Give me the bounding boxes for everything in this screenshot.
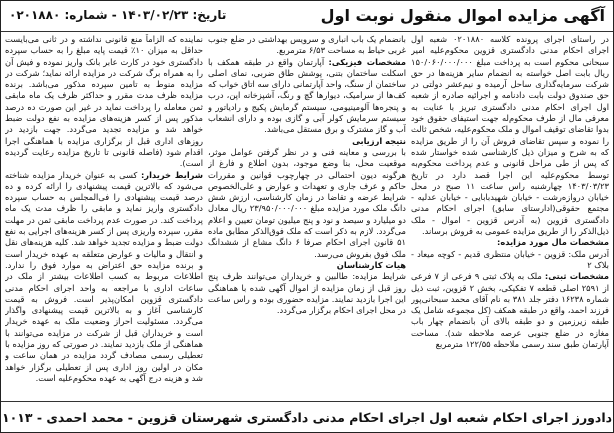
column-left (5, 34, 203, 398)
notice-title: آگهی مزایده اموال منقول نوبت اول (320, 6, 605, 25)
address-text: آدرس ملک: قزوین - خیابان منتظری قدیم - کوچه میعاد - بلاک ۲ (411, 248, 609, 270)
physical-heading: مشخصات فیزیکی: (328, 56, 406, 67)
registration-text: ملک به پلاک ثبتی ۹ فرعی از ۷ فرعی از ۲۵۹۱ اصلی قطعه ۷ تفکیکی، بخش ۲ قزوین، ثبت ذیل شماره ۱۶۲۳۸ دفتر جلد ۳۸۱ به نام آقای محمد سبحانی‌پور فرزند احمد، واقع در طبقه همکف (کل مجموعه شامل یک طبقه زیرزمین و دو طبقه بالای آن بانضمام چهار باب مغازه در ضلع جنوبی عرصه ملاحظه شد). مساحت آپارتمان طبق سند رسمی ملاحظه ۱۲۲/۵۵ مترمربع (411, 271, 609, 350)
property-heading: مشخصات مال مورد مزایده: (497, 237, 609, 248)
experts-heading: هیات کارشناسان (336, 259, 406, 270)
valuation-text: با بررسی و معاینه فنی و در نظر گرفتن عوامل موثر، موقعیت محل، بنا وضع موجود، بدون اطلاع و فارغ از هرگونه دیون احتمالی در چهارچوب قوانین و مقررات حاکم و عرف جاری و تعهدات و عوارض و علی‌الخصوص شرایط عرضه و تقاضا در زمان کارشناسی، ارزش شش دانگ ملک مورد مزایده مبلغ ۲۳/۹۵۰/۰۰۰/۰۰۰ ریال معادل دو میلیارد و سیصد و نود و پنج میلیون تومان تعیین و اعلام می‌گردد. لازم به ذکر است که ملک فوق‌الذکر مطابق ماده ۵۱ قانون اجرای احکام صرفا ۶ دانگ مشاع از ششدانگ ملک فوق بفروش می‌رسد. (208, 146, 406, 259)
buyer-terms-heading: شرایط خریدار: (140, 169, 203, 180)
left-continuation: نماینده که الزاماً منع قانونی نداشته و در ثانی می‌بایست حداقل به میزان ۱۰٪ قیمت پایه مبلغ را به حساب سپرده دادگستری خود در کارت عابر بانک واریز نموده و فیش آن را به همراه برگ شرکت در مزایده ارائه نماید؛ شرکت در مزایده منوط به تامین سپرده مذکور می‌باشد. برنده مزایده ظرف مدت مقرر و حداکثر ظرف یک ماه مابقی ثمن معامله را پرداخت نماید در غیر این صورت ده درصد مذکور پس از کسر هزینه‌های مزایده به نفع دولت ضبط خواهد شد و مزایده تجدید می‌گردد. جهت بازدید در روزهای اداری قبل از برگزاری مزایده با هماهنگی اجرا اقدام شود (فاصله قانونی تا تاریخ مزایده رعایت گردیده است). (5, 34, 203, 169)
column-right (411, 34, 609, 398)
notice-body (5, 34, 609, 398)
signature-line: دادورز اجرای احکام شعبه اول اجرای احکام مدنی دادگستری شهرستان قزوین - محمد احمدی - ۱۰۱۳ (1, 401, 613, 432)
auction-conditions-text: شرایط مزایده: طالبین و خریداران می‌توانند ظرف پنج روز قبل از زمان مزایده از اموال آگهی شده با هماهنگی این اجرا بازدید نمایند. مزایده حضوری بوده و راس ساعت در محل اجرای احکام برگزار می‌گردد. (208, 271, 406, 316)
registration-heading: مشخصات ثبتی: (544, 271, 609, 282)
column-middle (208, 34, 406, 398)
middle-continuation: بانضمام یک باب انباری و سرویس بهداشتی در ضلع جنوب غربی حیاط به مساحت ۶/۵۳ مترمربع. (208, 34, 406, 56)
valuation-heading: نتیجه ارزیابی (352, 135, 406, 146)
buyer-terms-text: کسی به عنوان خریدار مزایده شناخته می‌شود که بالاترین قیمت پیشنهادی را ارائه کرده و ده درصد قیمت پیشنهادی را فی‌المجلس به حساب سپرده دادگستری واریز نماید و مابقی را ظرف مدت یک ماه پرداخت کند. در صورت عدم پرداخت مابقی ثمن در مهلت مقرر، سپرده واریزی پس از کسر هزینه‌های اجرایی به نفع دولت ضبط و مزایده تجدید خواهد شد. کلیه هزینه‌های نقل و انتقال و مالیات و عوارض متعلقه به عهده خریدار است و برنده مزایده حق اعتراض به موارد فوق را ندارد. اطلاعات مربوط به کسب اطلاعات بیشتر از ملک در ساعات اداری با مراجعه به واحد اجرای احکام مدنی دادگستری قزوین امکان‌پذیر است. فروش به قیمت کارشناسی آغاز و به بالاترین قیمت پیشنهادی واگذار می‌گردد. مسئولیت احراز وضعیت ملک به عهده خریدار است و خریداران قبل از شرکت در مزایده می‌توانند با هماهنگی از ملک بازدید نمایند. در صورتی که روز مزایده با تعطیلی رسمی مصادف گردد مزایده در همان ساعت و مکان در اولین روز اداری پس از تعطیلی برگزار خواهد شد و هزینه درج آگهی به عهده محکوم‌علیه است. (5, 169, 203, 383)
intro-paragraph: در راستای اجرای پرونده کلاسه ۰۲۰۱۸۸۰ شعبه اول اجرای احکام مدنی دادگستری قزوین محکوم‌علیه امیر سبحانی محکوم است به پرداخت مبلغ ۱۵۰/۰۶۰/۰۰۰/۰۰۰ ریال بابت اصل خواسته به انضمام سایر هزینه‌ها در حق شرکت سرمایه‌گذاری ساحل آرمیده و نیم‌عشر دولتی در حق صندوق دولت بابت دادنامه و اجرائیه صادره از شعبه اول اجرای احکام مدنی دادگستری تبریز با عنایت به معرفی مال از طرف محکوم‌له جهت استیفای حقوق خود بدوا تقاضای توقیف اموال و ملک محکوم‌علیه، شخص ثالث را نموده و سپس تقاضای فروش آن را از طریق مزایده که به شرح و میزان ذیل کارشناسی شده خواستار شده که پس از طی مراحل قانونی و عدم پرداخت محکوم‌به توسط محکوم‌علیه این اجرا قصد دارد در تاریخ ۱۴۰۳/۰۳/۲۳ چهارشنبه راس ساعت ۱۱ صبح در محل خیابان دروازه‌رشت - خیابان شهیدبابایی - خیابان عدلیه - مجتمع حقوقی(ادارستای سابق) اجرای احکام مدنی دادگستری قزوین (به آدرس قزوین - اموال - ملک ذیل‌الذکر را از طریق مزایده عمومی به فروش برساند. (411, 34, 609, 237)
date-and-number: تاریخ: ۱۴۰۳/۰۲/۲۳ - شماره: ۰۲۰۱۸۸۰ (9, 8, 227, 22)
physical-text: آپارتمان واقع در طبقه همکف با اسکلت ساختمان بتنی، پوشش طاق ضربی، نمای اصلی ساختمان از سنگ، واحد آپارتمانی دارای سه اتاق خواب که کف‌ها از سرامیک، دیوارها گچ و رنگ، آشپزخانه اپن، درب و پنجره‌ها آلومینیومی، سیستم گرمایش پکیج و رادیاتور و سیستم سرمایش کولر آبی و گازی بوده و دارای انشعاب آب و گاز مشترک و برق مستقل می‌باشد. (208, 56, 406, 135)
notice-header (1, 1, 613, 32)
